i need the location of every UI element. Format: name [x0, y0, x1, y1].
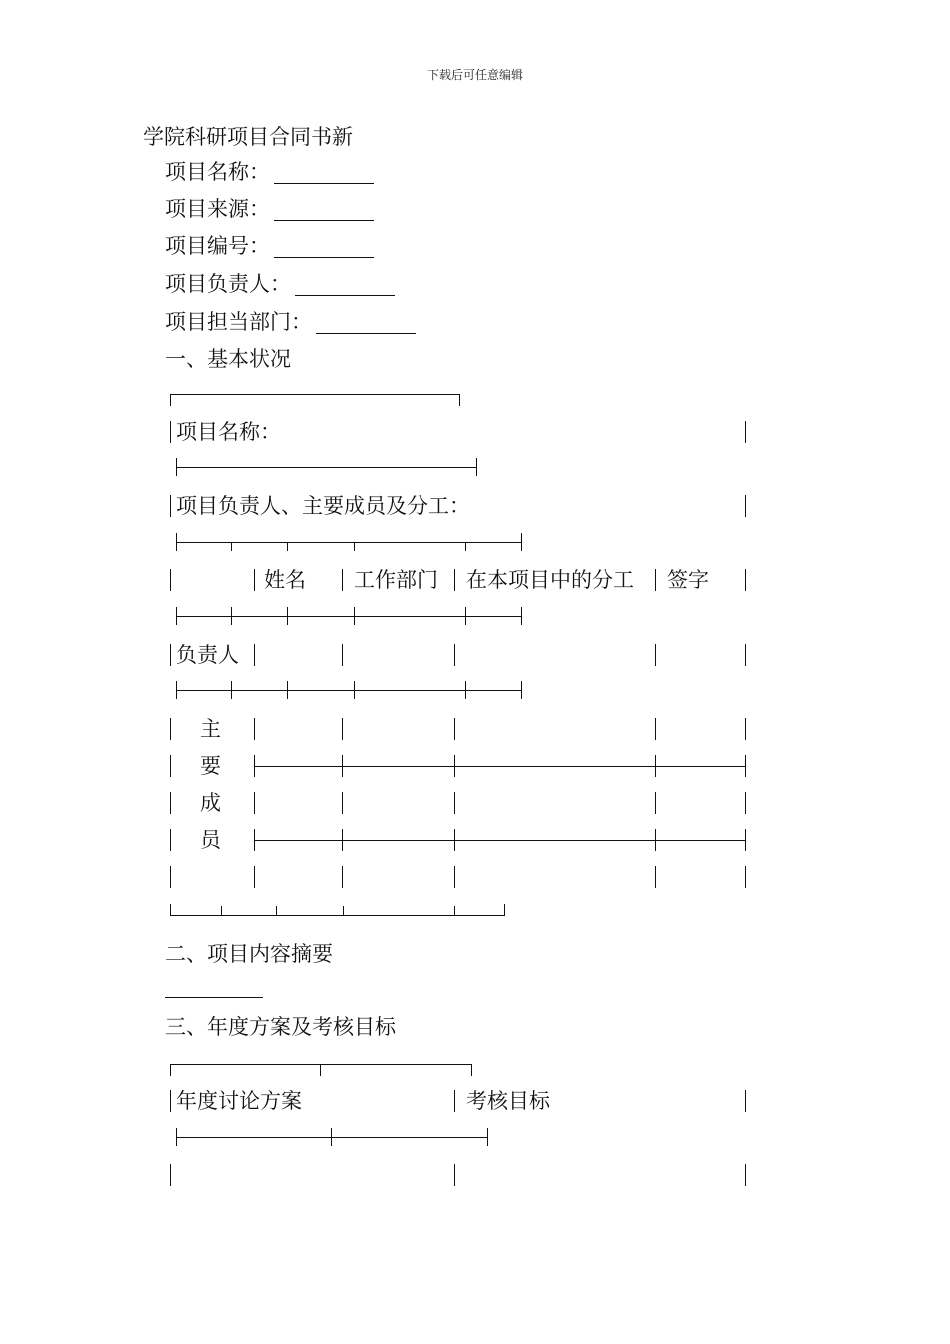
column-role: 在本项目中的分工: [466, 568, 634, 592]
table-rule: [465, 542, 466, 551]
table-rule: [254, 829, 255, 851]
table-rule: [655, 718, 656, 740]
annual-plan-column: 年度讨论方案: [176, 1089, 302, 1113]
row-leader-label: 负责人: [176, 643, 239, 667]
table-rule: [231, 681, 232, 699]
summary-blank: [165, 997, 263, 998]
table-rule: [170, 644, 171, 666]
field-label: 项目负责人：: [165, 272, 291, 296]
table-rule: [745, 1090, 746, 1112]
field-label: 项目编号：: [165, 234, 270, 258]
table-rule: [176, 458, 177, 476]
field-project-source: [165, 197, 374, 221]
fill-blank: [274, 163, 374, 184]
section-1-heading: 一、基本状况: [165, 347, 291, 371]
table-rule: [745, 495, 746, 517]
table-rule: [465, 607, 466, 625]
table-rule: [454, 829, 455, 851]
table-rule: [343, 906, 344, 915]
table-rule: [342, 755, 343, 777]
table-rule: [521, 681, 522, 699]
members-char-4: 员: [200, 828, 221, 852]
table-rule: [745, 755, 746, 777]
table-rule: [655, 755, 656, 777]
field-project-number: [165, 234, 374, 258]
table-rule: [254, 866, 255, 888]
field-project-department: [165, 310, 416, 334]
table-rule: [176, 467, 476, 468]
document-title: 学院科研项目合同书新: [143, 125, 353, 149]
table-rule: [465, 681, 466, 699]
table-rule: [170, 829, 171, 851]
project-name-label: 项目名称：: [176, 420, 281, 444]
table-rule: [287, 681, 288, 699]
table-rule: [655, 644, 656, 666]
table-rule: [342, 866, 343, 888]
table-rule: [454, 755, 455, 777]
table-rule: [459, 394, 460, 406]
table-rule: [176, 607, 177, 625]
table-rule: [170, 495, 171, 517]
table-rule: [342, 644, 343, 666]
table-rule: [221, 906, 222, 915]
table-rule: [287, 607, 288, 625]
table-rule: [655, 829, 656, 851]
table-rule: [454, 792, 455, 814]
table-rule: [454, 644, 455, 666]
table-rule: [176, 681, 177, 699]
table-rule: [170, 755, 171, 777]
table-rule: [170, 915, 505, 916]
column-signature: 签字: [667, 568, 709, 592]
table-rule: [176, 690, 522, 691]
fill-blank: [274, 237, 374, 258]
table-rule: [170, 792, 171, 814]
table-rule: [471, 1064, 472, 1076]
table-rule: [745, 866, 746, 888]
table-rule: [745, 792, 746, 814]
table-rule: [170, 1090, 171, 1112]
table-rule: [655, 569, 656, 591]
table-rule: [476, 458, 477, 476]
field-label: 项目来源：: [165, 197, 270, 221]
table-rule: [342, 792, 343, 814]
table-rule: [231, 607, 232, 625]
table-rule: [254, 766, 746, 767]
field-project-leader: [165, 272, 395, 296]
members-char-2: 要: [200, 754, 221, 778]
page-header: 下载后可任意编辑: [426, 68, 523, 82]
table-rule: [745, 829, 746, 851]
section-3-heading: 三、年度方案及考核目标: [165, 1015, 396, 1039]
table-rule: [521, 607, 522, 625]
table-rule: [170, 394, 171, 406]
column-department: 工作部门: [354, 568, 438, 592]
table-rule: [354, 681, 355, 699]
table-rule: [454, 866, 455, 888]
field-project-name: [165, 160, 374, 184]
table-rule: [254, 569, 255, 591]
table-rule: [254, 644, 255, 666]
table-rule: [745, 644, 746, 666]
table-rule: [504, 904, 505, 915]
table-rule: [354, 542, 355, 551]
table-rule: [287, 542, 288, 551]
table-rule: [170, 1164, 171, 1186]
table-rule: [176, 1137, 488, 1138]
assessment-target-column: 考核目标: [466, 1089, 550, 1113]
members-label: 项目负责人、主要成员及分工：: [176, 494, 470, 518]
table-rule: [254, 792, 255, 814]
table-rule: [745, 421, 746, 443]
table-rule: [745, 569, 746, 591]
table-rule: [170, 569, 171, 591]
table-rule: [276, 906, 277, 915]
members-char-3: 成: [200, 791, 221, 815]
table-rule: [170, 394, 460, 395]
table-rule: [745, 1164, 746, 1186]
table-rule: [176, 616, 522, 617]
table-rule: [521, 533, 522, 551]
fill-blank: [295, 275, 395, 296]
members-char-1: 主: [200, 717, 221, 741]
table-rule: [254, 718, 255, 740]
table-rule: [176, 1128, 177, 1146]
table-rule: [655, 866, 656, 888]
table-rule: [342, 829, 343, 851]
fill-blank: [316, 313, 416, 334]
field-label: 项目担当部门：: [165, 310, 312, 334]
table-rule: [170, 1064, 472, 1065]
table-rule: [170, 421, 171, 443]
table-rule: [354, 607, 355, 625]
table-rule: [454, 718, 455, 740]
table-rule: [331, 1128, 332, 1146]
table-rule: [231, 542, 232, 551]
field-label: 项目名称：: [165, 160, 270, 184]
table-rule: [342, 569, 343, 591]
column-name: 姓名: [264, 568, 306, 592]
table-rule: [745, 718, 746, 740]
table-rule: [254, 755, 255, 777]
table-rule: [342, 718, 343, 740]
table-rule: [487, 1128, 488, 1146]
table-rule: [170, 718, 171, 740]
fill-blank: [274, 200, 374, 221]
table-rule: [170, 904, 171, 915]
table-rule: [454, 569, 455, 591]
table-rule: [176, 533, 177, 551]
table-rule: [655, 792, 656, 814]
table-rule: [254, 840, 746, 841]
table-rule: [320, 1064, 321, 1076]
table-rule: [170, 866, 171, 888]
table-rule: [170, 1064, 171, 1076]
table-rule: [454, 1090, 455, 1112]
section-2-heading: 二、项目内容摘要: [165, 942, 333, 966]
table-rule: [176, 542, 522, 543]
table-rule: [454, 906, 455, 915]
table-rule: [454, 1164, 455, 1186]
